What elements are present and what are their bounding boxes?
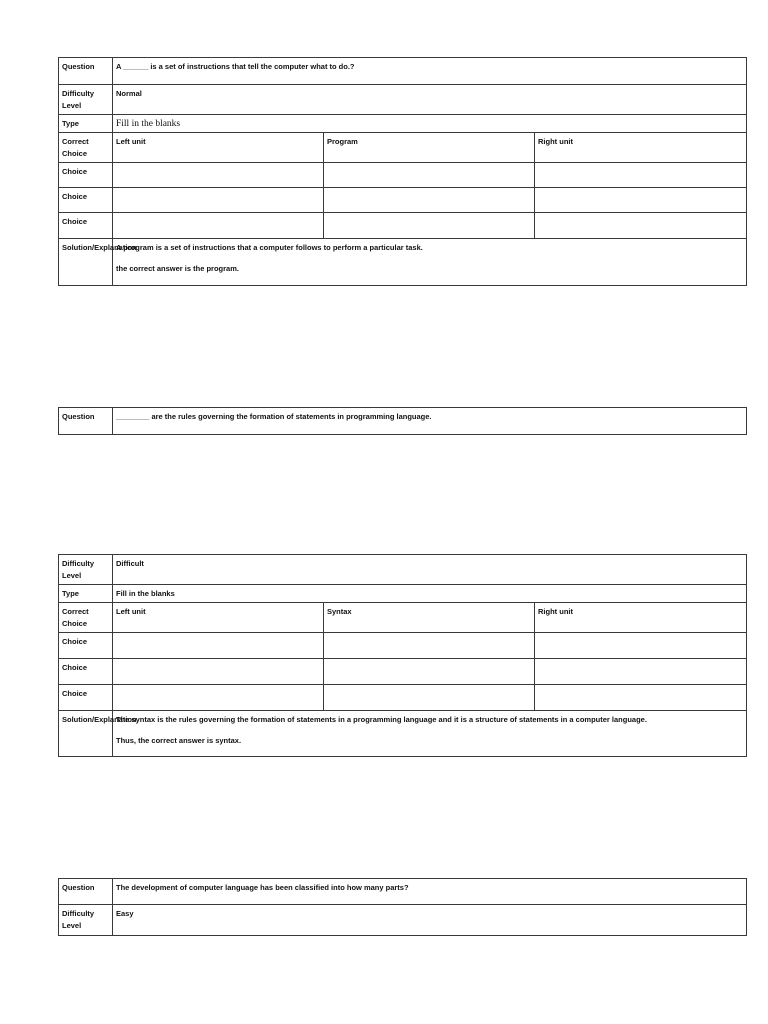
type-label: Type [59,585,113,603]
question-text: A ______ is a set of instructions that tell the computer what to do.? [113,58,747,85]
choice-row [59,685,747,711]
correct-choice-row [59,133,747,163]
choice-label: Choice [59,188,113,213]
choice-row [59,659,747,685]
choice-row [59,188,747,213]
question-text: The development of computer language has been classified into how many parts? [113,879,747,905]
question-table-2 [58,407,747,435]
difficulty-value: Normal [113,85,747,115]
choice-cell [324,633,535,659]
solution-line: A program is a set of instructions that a computer follows to perform a particular task. [116,243,423,252]
question-label: Question [59,408,113,435]
difficulty-label: Difficulty Level [59,905,113,936]
question-details-table-2 [58,554,747,757]
question-row [59,58,747,85]
difficulty-row [59,555,747,585]
correct-answer-cell: Syntax [324,603,535,633]
correct-left-cell: Left unit [113,603,324,633]
correct-choice-label: Correct Choice [59,133,113,163]
correct-right-cell: Right unit [535,133,747,163]
choice-cell [324,188,535,213]
difficulty-value: Difficult [113,555,747,585]
question-row [59,408,747,435]
correct-right-cell: Right unit [535,603,747,633]
choice-cell [324,163,535,188]
choice-cell [535,685,747,711]
choice-cell [113,685,324,711]
type-label: Type [59,115,113,133]
choice-cell [535,188,747,213]
type-value: Fill in the blanks [113,585,747,603]
solution-line: The syntax is the rules governing the formation of statements in a programming language and it is a structure of statements in a computer language. [116,715,647,724]
correct-choice-row [59,603,747,633]
difficulty-label: Difficulty Level [59,555,113,585]
solution-line: the correct answer is the program. [116,264,239,273]
choice-cell [113,659,324,685]
choice-label: Choice [59,213,113,239]
choice-cell [324,659,535,685]
solution-line: Thus, the correct answer is syntax. [116,736,242,745]
question-label: Question [59,58,113,85]
choice-cell [535,213,747,239]
difficulty-value: Easy [113,905,747,936]
correct-answer-cell: Program [324,133,535,163]
choice-label: Choice [59,163,113,188]
choice-row [59,213,747,239]
type-row [59,115,747,133]
type-value: Fill in the blanks [113,115,747,133]
solution-label: Solution/Explanation [59,711,113,757]
choice-cell [535,633,747,659]
question-text: ________ are the rules governing the formation of statements in programming language. [113,408,747,435]
choice-label: Choice [59,633,113,659]
choice-cell [113,213,324,239]
choice-cell [113,633,324,659]
solution-text [113,711,747,757]
question-table-1 [58,57,747,286]
difficulty-label: Difficulty Level [59,85,113,115]
type-row [59,585,747,603]
correct-left-cell: Left unit [113,133,324,163]
choice-label: Choice [59,685,113,711]
choice-cell [324,213,535,239]
solution-row [59,239,747,286]
question-row [59,879,747,905]
choice-row [59,163,747,188]
choice-label: Choice [59,659,113,685]
solution-row [59,711,747,757]
choice-cell [113,188,324,213]
choice-cell [535,659,747,685]
question-table-3 [58,878,747,936]
solution-text [113,239,747,286]
choice-row [59,633,747,659]
choice-cell [324,685,535,711]
difficulty-row [59,905,747,936]
difficulty-row [59,85,747,115]
solution-label: Solution/Explanation [59,239,113,286]
choice-cell [113,163,324,188]
question-label: Question [59,879,113,905]
choice-cell [535,163,747,188]
correct-choice-label: Correct Choice [59,603,113,633]
